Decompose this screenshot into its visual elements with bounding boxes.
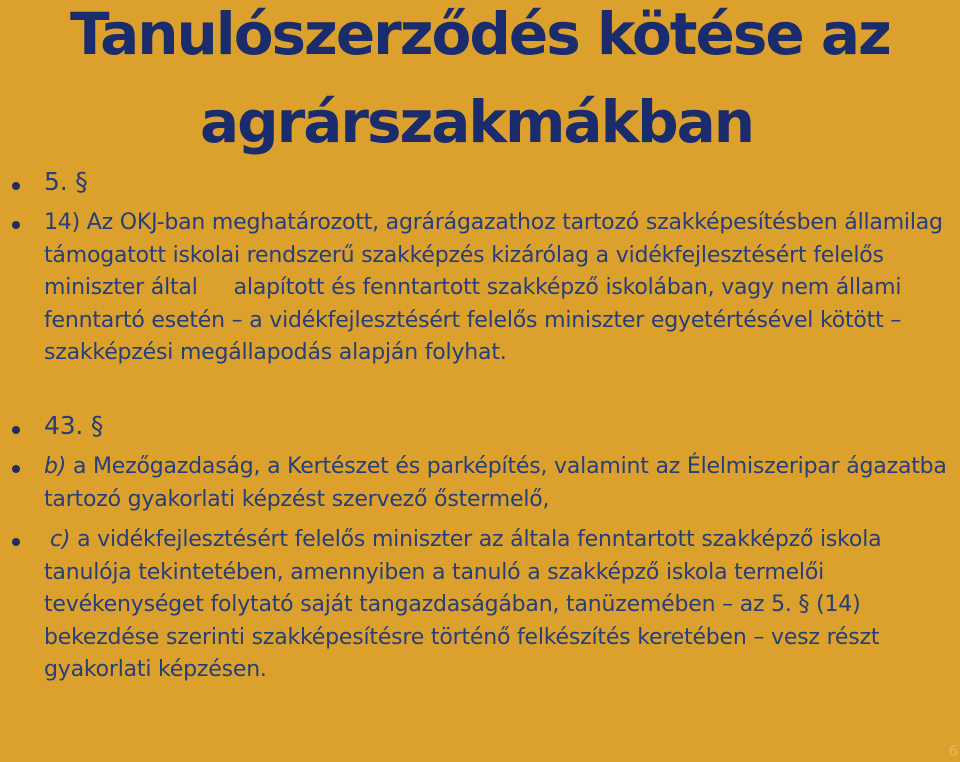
bullet-dot-icon — [12, 221, 20, 229]
bullet-item-section-43 — [44, 410, 956, 443]
bullet-text-part-2: alapított és fenntartott szakképző iskolában, vagy nem állami fenntartó esetén – a vidékfejlesztésért felelős miniszter egyetértésével kötött – szakképzési megállapodás alapján folyhat. — [44, 275, 902, 366]
bullet-text: a vidékfejlesztésért felelős miniszter az általa fenntartott szakképző iskola tanulója tekintetében, amennyiben a tanuló a szakképző iskola termelői tevékenységet folytató saját tangazdaságában, tanüzemében – az 5. § (14) bekezdése szerinti szakképesítésre történő felkészítés keretében – vesz részt gyakorlati képzésen. — [44, 527, 882, 683]
page-number: 6 — [948, 742, 958, 760]
point-label-b: b) — [44, 454, 67, 479]
slide-title-line-1: Tanulószerződés kötése az — [70, 0, 890, 68]
bullet-dot-icon — [12, 426, 20, 434]
bullet-dot-icon — [12, 182, 20, 190]
slide-title-line-2: agrárszakmákban — [200, 88, 754, 156]
bullet-item-point-c — [44, 524, 956, 687]
bullet-text-part-1: 14) Az OKJ-ban meghatározott, agrárágazathoz tartozó szakképesítésben államilag támogatott iskolai rendszerű szakképzés kizárólag a vidékfejlesztésért felelős miniszter által — [44, 210, 943, 301]
bullet-item-point-b — [44, 451, 956, 516]
bullet-dot-icon — [12, 538, 20, 546]
bullet-item-section-5 — [44, 166, 956, 199]
bullet-text: a Mezőgazdaság, a Kertészet és parképítés, valamint az Élelmiszeripar ágazatba tartozó gyakorlati képzést szervező őstermelő, — [44, 454, 947, 512]
bullet-text: 43. § — [44, 411, 104, 440]
bullet-dot-icon — [12, 465, 20, 473]
bullet-item-paragraph-14 — [44, 207, 956, 370]
point-label-c: c) — [50, 527, 71, 552]
bullet-text: 5. § — [44, 167, 88, 196]
